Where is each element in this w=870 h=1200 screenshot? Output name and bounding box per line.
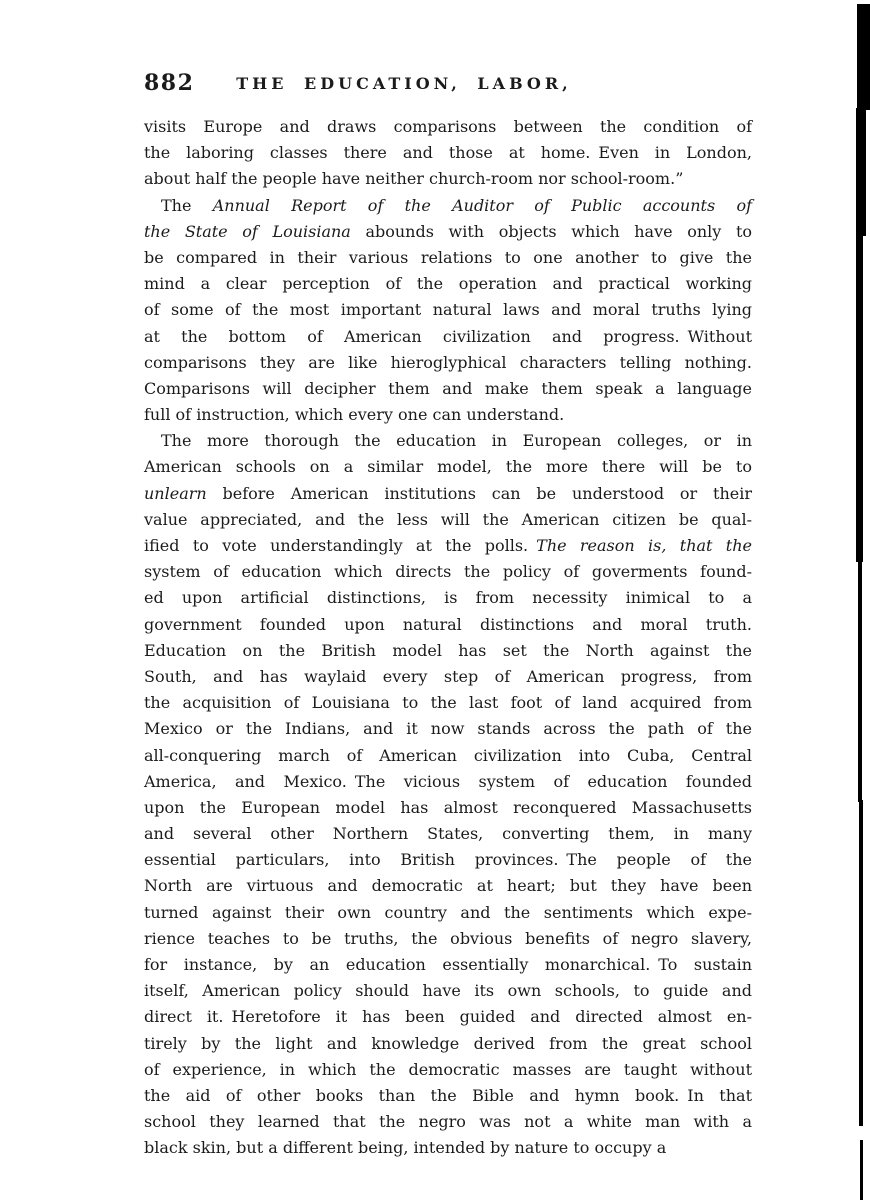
text-line: all-conquering march of American civilization into Cuba, Central xyxy=(144,745,752,765)
text-block xyxy=(144,114,752,1162)
text-line: direct it. Heretofore it has been guided and directed almost en- xyxy=(144,1007,752,1027)
text-line: of some of the most important natural laws and moral truths lying xyxy=(144,300,752,320)
text-line: Mexico or the Indians, and it now stands across the path of the xyxy=(144,719,752,739)
page-edge-shadow xyxy=(859,800,863,1126)
text-line: about half the people have neither church-room nor school-room.” xyxy=(144,169,684,189)
text-line: The more thorough the education in European colleges, or in xyxy=(161,431,752,451)
text-line: tirely by the light and knowledge derived from the great school xyxy=(144,1033,752,1053)
text-line: the State of Louisiana abounds with objects which have only to xyxy=(144,221,753,241)
page-number: 882 xyxy=(144,70,195,96)
text-line: The Annual Report of the Auditor of Public accounts of xyxy=(161,195,752,215)
page-edge-shadow xyxy=(857,4,870,110)
page-edge-shadow xyxy=(856,234,863,562)
text-line: visits Europe and draws comparisons between the condition of xyxy=(144,117,752,136)
page-header xyxy=(144,68,752,104)
text-line: the acquisition of Louisiana to the last foot of land acquired from xyxy=(144,693,752,713)
text-line: of experience, in which the democratic masses are taught without xyxy=(144,1059,752,1079)
text-line: value appreciated, and the less will the American citizen be qual- xyxy=(144,509,752,529)
text-line: ified to vote understandingly at the polls. The reason is, that the xyxy=(144,536,752,555)
text-line: itself, American policy should have its own schools, to guide and xyxy=(144,981,752,1001)
text-line: full of instruction, which every one can understand. xyxy=(144,405,565,425)
text-line: South, and has waylaid every step of American progress, from xyxy=(144,666,752,686)
text-line: and several other Northern States, converting them, in many xyxy=(144,824,752,844)
text-line: turned against their own country and the sentiments which expe- xyxy=(144,902,752,922)
text-line: the aid of other books than the Bible and hymn book. In that xyxy=(144,1085,752,1105)
text-line: unlearn before American institutions can be understood or their xyxy=(144,483,752,503)
text-line: comparisons they are like hieroglyphical characters telling nothing. xyxy=(144,352,752,372)
text-line: Education on the British model has set the North against the xyxy=(144,640,752,660)
text-line: government founded upon natural distinctions and moral truth. xyxy=(144,614,752,634)
page-edge-shadow xyxy=(860,1140,863,1200)
text-line: be compared in their various relations to one another to give the xyxy=(144,247,752,267)
text-line: ed upon artificial distinctions, is from necessity inimical to a xyxy=(144,588,752,608)
text-line: black skin, but a different being, intended by nature to occupy a xyxy=(144,1138,667,1158)
text-line: upon the European model has almost reconquered Massachusetts xyxy=(144,797,752,817)
text-line: school they learned that the negro was not a white man with a xyxy=(144,1112,752,1132)
page-edge-shadow xyxy=(856,108,866,236)
text-line: at the bottom of American civilization and progress. Without xyxy=(144,326,752,346)
running-head: THE EDUCATION, LABOR, xyxy=(236,74,572,93)
text-line: Comparisons will decipher them and make them speak a language xyxy=(144,378,752,398)
text-line: North are virtuous and democratic at heart; but they have been xyxy=(144,876,752,896)
text-line: the laboring classes there and those at home. Even in London, xyxy=(144,143,752,163)
text-line: rience teaches to be truths, the obvious benefits of negro slavery, xyxy=(144,928,752,948)
text-line: America, and Mexico. The vicious system of education founded xyxy=(144,771,752,791)
page-edge-shadow xyxy=(858,560,862,802)
text-line: system of education which directs the policy of goverments found- xyxy=(144,562,752,582)
text-line: essential particulars, into British provinces. The people of the xyxy=(144,850,752,870)
text-line: for instance, by an education essentially monarchical. To sustain xyxy=(144,955,752,974)
text-line: mind a clear perception of the operation and practical working xyxy=(144,274,752,294)
text-line: American schools on a similar model, the more there will be to xyxy=(144,457,752,477)
